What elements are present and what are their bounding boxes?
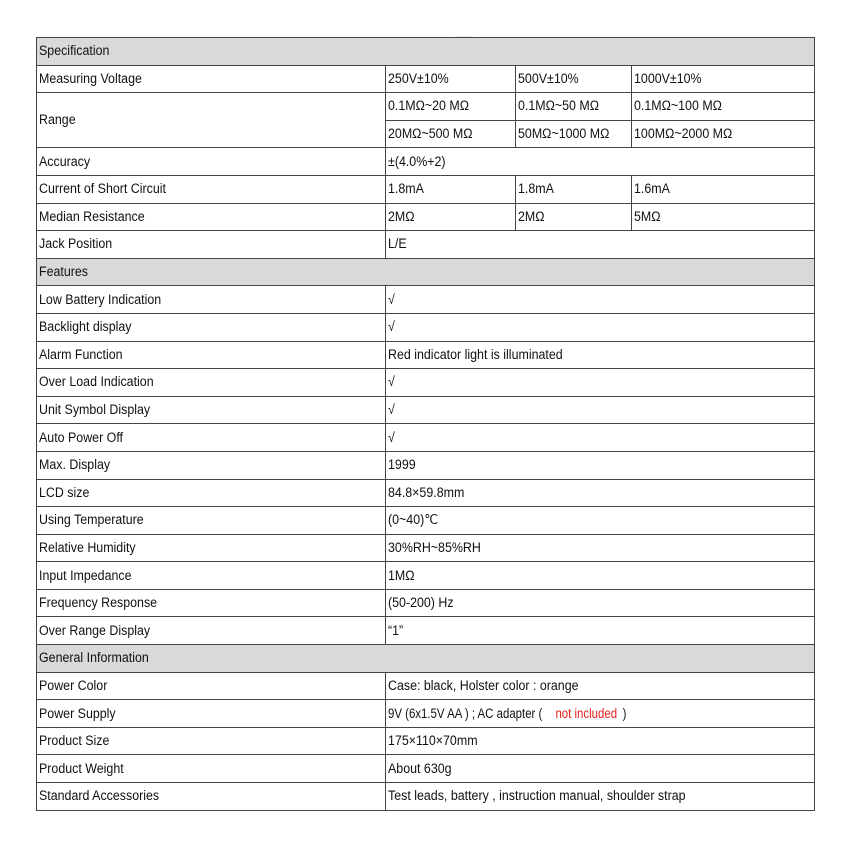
table-row [37,783,815,811]
row-label: Alarm Function [37,341,386,369]
row-label: Product Weight [37,755,386,783]
row-label: Range [37,93,386,148]
table-cell: 1.8mA [516,175,632,203]
table-row [37,589,815,617]
table-row [37,175,815,203]
table-row [37,369,815,397]
row-label: Auto Power Off [37,424,386,452]
table-cell: 20MΩ~500 MΩ [386,120,516,148]
table-row [37,727,815,755]
table-row [37,341,815,369]
section-header: Specification [37,38,815,66]
table-cell: 5MΩ [632,203,815,231]
row-label: Standard Accessories [37,783,386,811]
row-label: Over Range Display [37,617,386,645]
table-cell: L/E [386,231,815,259]
row-label: LCD size [37,479,386,507]
section-features [37,258,815,286]
table-cell: Test leads, battery , instruction manual, shoulder strap [386,783,815,811]
table-cell: 84.8×59.8mm [386,479,815,507]
row-label: Accuracy [37,148,386,176]
section-general-information [37,645,815,673]
table-cell: 2MΩ [516,203,632,231]
table-cell: 0.1MΩ~50 MΩ [516,93,632,121]
table-row [37,65,815,93]
row-label: Power Color [37,672,386,700]
table-row [37,755,815,783]
table-row [37,672,815,700]
row-label: Max. Display [37,451,386,479]
row-label: Current of Short Circuit [37,175,386,203]
check-mark-icon: √ [386,396,815,424]
table-row [37,562,815,590]
table-cell: 1MΩ [386,562,815,590]
table-row [37,534,815,562]
table-cell: 1.8mA [386,175,516,203]
table-row [37,93,815,121]
row-label: Product Size [37,727,386,755]
table-row [37,286,815,314]
section-header: Features [37,258,815,286]
row-label: Using Temperature [37,507,386,535]
table-cell: 175×110×70mm [386,727,815,755]
table-cell: 1999 [386,451,815,479]
table-cell: 0.1MΩ~20 MΩ [386,93,516,121]
table-row [37,507,815,535]
table-cell: Case: black, Holster color : orange [386,672,815,700]
table-cell: 100MΩ~2000 MΩ [632,120,815,148]
check-mark-icon: √ [386,286,815,314]
table-row [37,451,815,479]
table-cell: 1000V±10% [632,65,815,93]
table-cell: 0.1MΩ~100 MΩ [632,93,815,121]
table-cell: About 630g [386,755,815,783]
table-cell: Red indicator light is illuminated [386,341,815,369]
table-cell: “1” [386,617,815,645]
table-cell: 2MΩ [386,203,516,231]
table-row [37,700,815,728]
row-label: Median Resistance [37,203,386,231]
table-cell: 30%RH~85%RH [386,534,815,562]
table-cell: ±(4.0%+2) [386,148,815,176]
table-row [37,424,815,452]
table-cell: (50-200) Hz [386,589,815,617]
table-row [37,617,815,645]
row-label: Measuring Voltage [37,65,386,93]
row-label: Over Load Indication [37,369,386,397]
table-cell: 50MΩ~1000 MΩ [516,120,632,148]
table-row [37,203,815,231]
row-label: Input Impedance [37,562,386,590]
table-cell: (0~40)℃ [386,507,815,535]
row-label: Relative Humidity [37,534,386,562]
section-specification [37,38,815,66]
table-row [37,148,815,176]
row-label: Low Battery Indication [37,286,386,314]
check-mark-icon: √ [386,313,815,341]
section-header: General Information [37,645,815,673]
row-label: Unit Symbol Display [37,396,386,424]
row-label: Frequency Response [37,589,386,617]
check-mark-icon: √ [386,424,815,452]
table-cell: 9V (6x1.5V AA ) ; AC adapter ( not included ) [386,700,815,728]
table-cell: 250V±10% [386,65,516,93]
check-mark-icon: √ [386,369,815,397]
row-label: Jack Position [37,231,386,259]
table-row [37,479,815,507]
row-label: Power Supply [37,700,386,728]
row-label: Backlight display [37,313,386,341]
not-included-note: not included [555,705,618,721]
table-cell: 1.6mA [632,175,815,203]
table-row [37,231,815,259]
table-row [37,396,815,424]
table-cell: 500V±10% [516,65,632,93]
specification-table [36,37,815,811]
table-row [37,313,815,341]
